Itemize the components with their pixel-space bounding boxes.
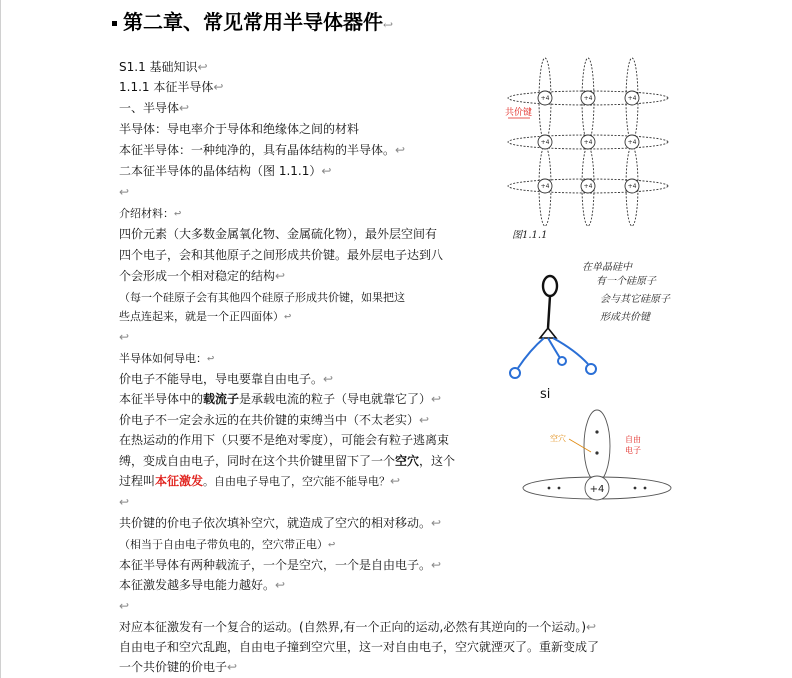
text-line-content: 四个电子，会和其他原子之间形成共价键。最外层电子达到八	[119, 248, 444, 262]
lattice-atom-label: +4	[540, 183, 550, 190]
bond-left-end	[510, 368, 520, 378]
text-line	[119, 452, 455, 471]
empty-line	[119, 597, 129, 616]
text-line-content: 二本征半导体的晶体结构（图 1.1.1）	[119, 164, 322, 178]
text-line	[119, 370, 333, 389]
lattice-atom-label: +4	[627, 183, 637, 190]
paragraph-mark: ↩	[431, 516, 442, 530]
lattice-figure	[500, 56, 680, 246]
lattice-atom-label: +4	[627, 139, 637, 146]
text-line-content: 。自由电子导电了，空穴能不能导电？	[203, 475, 391, 488]
text-line	[119, 431, 449, 450]
text-line	[119, 556, 441, 575]
free-electron-label: 电子	[625, 446, 641, 455]
text-line-content: 半导体如何导电：	[119, 352, 207, 365]
paragraph-mark: ↩	[119, 330, 130, 344]
subsection-title-text: 1.1.1 本征半导体	[119, 80, 214, 94]
paragraph-mark: ↩	[323, 372, 334, 386]
text-line	[119, 246, 443, 265]
lattice-atom-label: +4	[627, 95, 637, 102]
text-line	[119, 618, 596, 637]
paragraph-mark: ↩	[227, 660, 238, 674]
top-bond-loop	[543, 276, 557, 296]
paragraph-mark: ↩	[431, 392, 442, 406]
paragraph-mark: ↩	[586, 620, 597, 634]
text-line-content: 本征半导体中的	[119, 392, 204, 406]
paragraph-mark: ↩	[284, 309, 292, 323]
text-line	[119, 204, 181, 223]
text-line	[119, 120, 359, 139]
text-line-content: ，这个	[419, 454, 456, 468]
heading-bullet	[112, 21, 117, 26]
subsection-title	[119, 78, 223, 97]
text-line-content: （每一个硅原子会有其他四个硅原子形成共价键，如果把这	[119, 291, 405, 304]
text-line	[119, 514, 441, 533]
text-line	[119, 472, 400, 491]
text-line-content: 一、半导体	[119, 101, 180, 115]
paragraph-mark: ↩	[213, 80, 224, 94]
text-line	[119, 638, 599, 657]
lattice-atom-label: +4	[540, 95, 550, 102]
text-line-content: 缚，变成自由电子，同时在这个共价键里留下了一个	[119, 454, 396, 468]
electron-dot	[548, 487, 551, 490]
text-line-content: （相当于自由电子带负电的，空穴带正电）	[119, 538, 328, 551]
paragraph-mark: ↩	[431, 558, 442, 572]
paragraph-mark: ↩	[207, 351, 215, 365]
text-line-content: 是承载电流的粒子（导电就靠它了）	[239, 392, 432, 406]
lattice-atom-label: +4	[583, 139, 593, 146]
lattice-atom-label: +4	[540, 139, 550, 146]
page-left-edge	[0, 0, 1, 678]
text-line	[119, 225, 437, 244]
text-line-content: 介绍材料：	[119, 207, 174, 220]
text-line-content: 个会形成一个相对稳定的结构	[119, 269, 276, 283]
text-line-content: 本征半导体：一种纯净的，具有晶体结构的半导体。	[119, 143, 396, 157]
text-line-content: 过程叫	[119, 474, 156, 488]
vertical-bond	[584, 410, 610, 482]
text-line-content: 本征半导体有两种载流子，一个是空穴，一个是自由电子。	[119, 558, 432, 572]
text-line-content: 价电子不能导电，导电要靠自由电子。	[119, 372, 324, 386]
paragraph-mark: ↩	[328, 537, 336, 551]
text-line	[119, 99, 189, 118]
bond-annotation: 共价键	[505, 108, 533, 118]
paragraph-mark: ↩	[390, 474, 401, 488]
text-line	[119, 141, 405, 160]
text-line-content: 共价键的价电子依次填补空穴，就造成了空穴的相对移动。	[119, 516, 432, 530]
bond-left	[518, 338, 544, 368]
paragraph-mark: ↩	[419, 413, 430, 427]
paragraph-mark: ↩	[179, 101, 190, 115]
text-line-content: 对应本征激发有一个复合的运动。(自然界,有一个正向的运动,必然有其逆向的一个运动。)	[119, 620, 586, 634]
text-line	[119, 390, 441, 409]
text-line-content: 自由电子和空穴乱跑，自由电子撞到空穴里，这一对自由电子，空穴就湮灭了。重新变成了	[119, 640, 600, 654]
lattice-caption: 图1.1.1	[512, 230, 548, 241]
bold-term: 载流子	[203, 392, 240, 406]
paragraph-mark: ↩	[119, 495, 130, 509]
paragraph-mark: ↩	[275, 578, 286, 592]
paragraph-mark: ↩	[383, 18, 394, 32]
tetra-note-line: 形成共价键	[600, 312, 650, 323]
text-line-content: 半导体：导电率介于导体和绝缘体之间的材料	[119, 122, 360, 136]
electron-dot	[634, 487, 637, 490]
si-label: si	[540, 387, 551, 402]
electron-dot	[595, 430, 598, 433]
text-line-content: 价电子不一定会永远的在共价键的束缚当中（不太老实）	[119, 413, 420, 427]
tetra-note-line: 有一个硅原子	[596, 276, 656, 287]
paragraph-mark: ↩	[174, 206, 182, 220]
paragraph-mark: ↩	[119, 185, 130, 199]
paragraph-mark: ↩	[119, 599, 130, 613]
top-bond-line	[548, 296, 550, 328]
text-line	[119, 288, 405, 307]
electron-dot	[644, 487, 647, 490]
section-title-text: S1.1 基础知识	[119, 60, 198, 74]
tetra-note-line: 在单晶硅中	[582, 262, 632, 273]
free-electron-label: 自由	[625, 435, 641, 444]
lattice-atom-label: +4	[583, 95, 593, 102]
paragraph-mark: ↩	[395, 143, 406, 157]
text-line	[119, 411, 429, 430]
paragraph-mark: ↩	[275, 269, 286, 283]
text-line-content: 一个共价键的价电子	[119, 660, 228, 674]
tetrahedron-figure	[500, 250, 690, 410]
tetra-note-line: 会与其它硅原子	[600, 294, 670, 305]
chapter-heading	[112, 6, 393, 35]
text-line-content: 四价元素（大多数金属氧化物、金属硫化物），最外层空间有	[119, 227, 438, 241]
electron-dot	[595, 451, 598, 454]
text-line	[119, 535, 335, 554]
paragraph-mark: ↩	[321, 164, 332, 178]
bond-middle-end	[558, 357, 566, 365]
bond-right-end	[586, 364, 596, 374]
center-atom-label: +4	[589, 484, 605, 495]
hole-label: 空穴	[550, 434, 566, 443]
text-line	[119, 658, 237, 677]
text-line	[119, 162, 331, 181]
text-line	[119, 307, 291, 326]
text-line	[119, 576, 285, 595]
hole-pointer	[569, 439, 591, 452]
electron-dot	[558, 487, 561, 490]
si-atom	[540, 328, 556, 338]
highlighted-term: 本征激发	[155, 474, 204, 488]
empty-line	[119, 328, 129, 347]
hole-figure	[515, 408, 685, 508]
lattice-atom-label: +4	[583, 183, 593, 190]
text-line	[119, 267, 285, 286]
empty-line	[119, 493, 129, 512]
paragraph-mark: ↩	[197, 60, 208, 74]
text-line	[119, 349, 214, 368]
section-title	[119, 58, 208, 77]
text-line-content: 在热运动的作用下（只要不是绝对零度），可能会有粒子逃离束	[119, 433, 450, 447]
text-line-content: 些点连起来，就是一个正四面体）	[119, 310, 284, 323]
chapter-heading-text: 第二章、常见常用半导体器件	[123, 10, 383, 34]
text-line-content: 本征激发越多导电能力越好。	[119, 578, 276, 592]
bold-term: 空穴	[395, 454, 420, 468]
empty-line	[119, 183, 129, 202]
